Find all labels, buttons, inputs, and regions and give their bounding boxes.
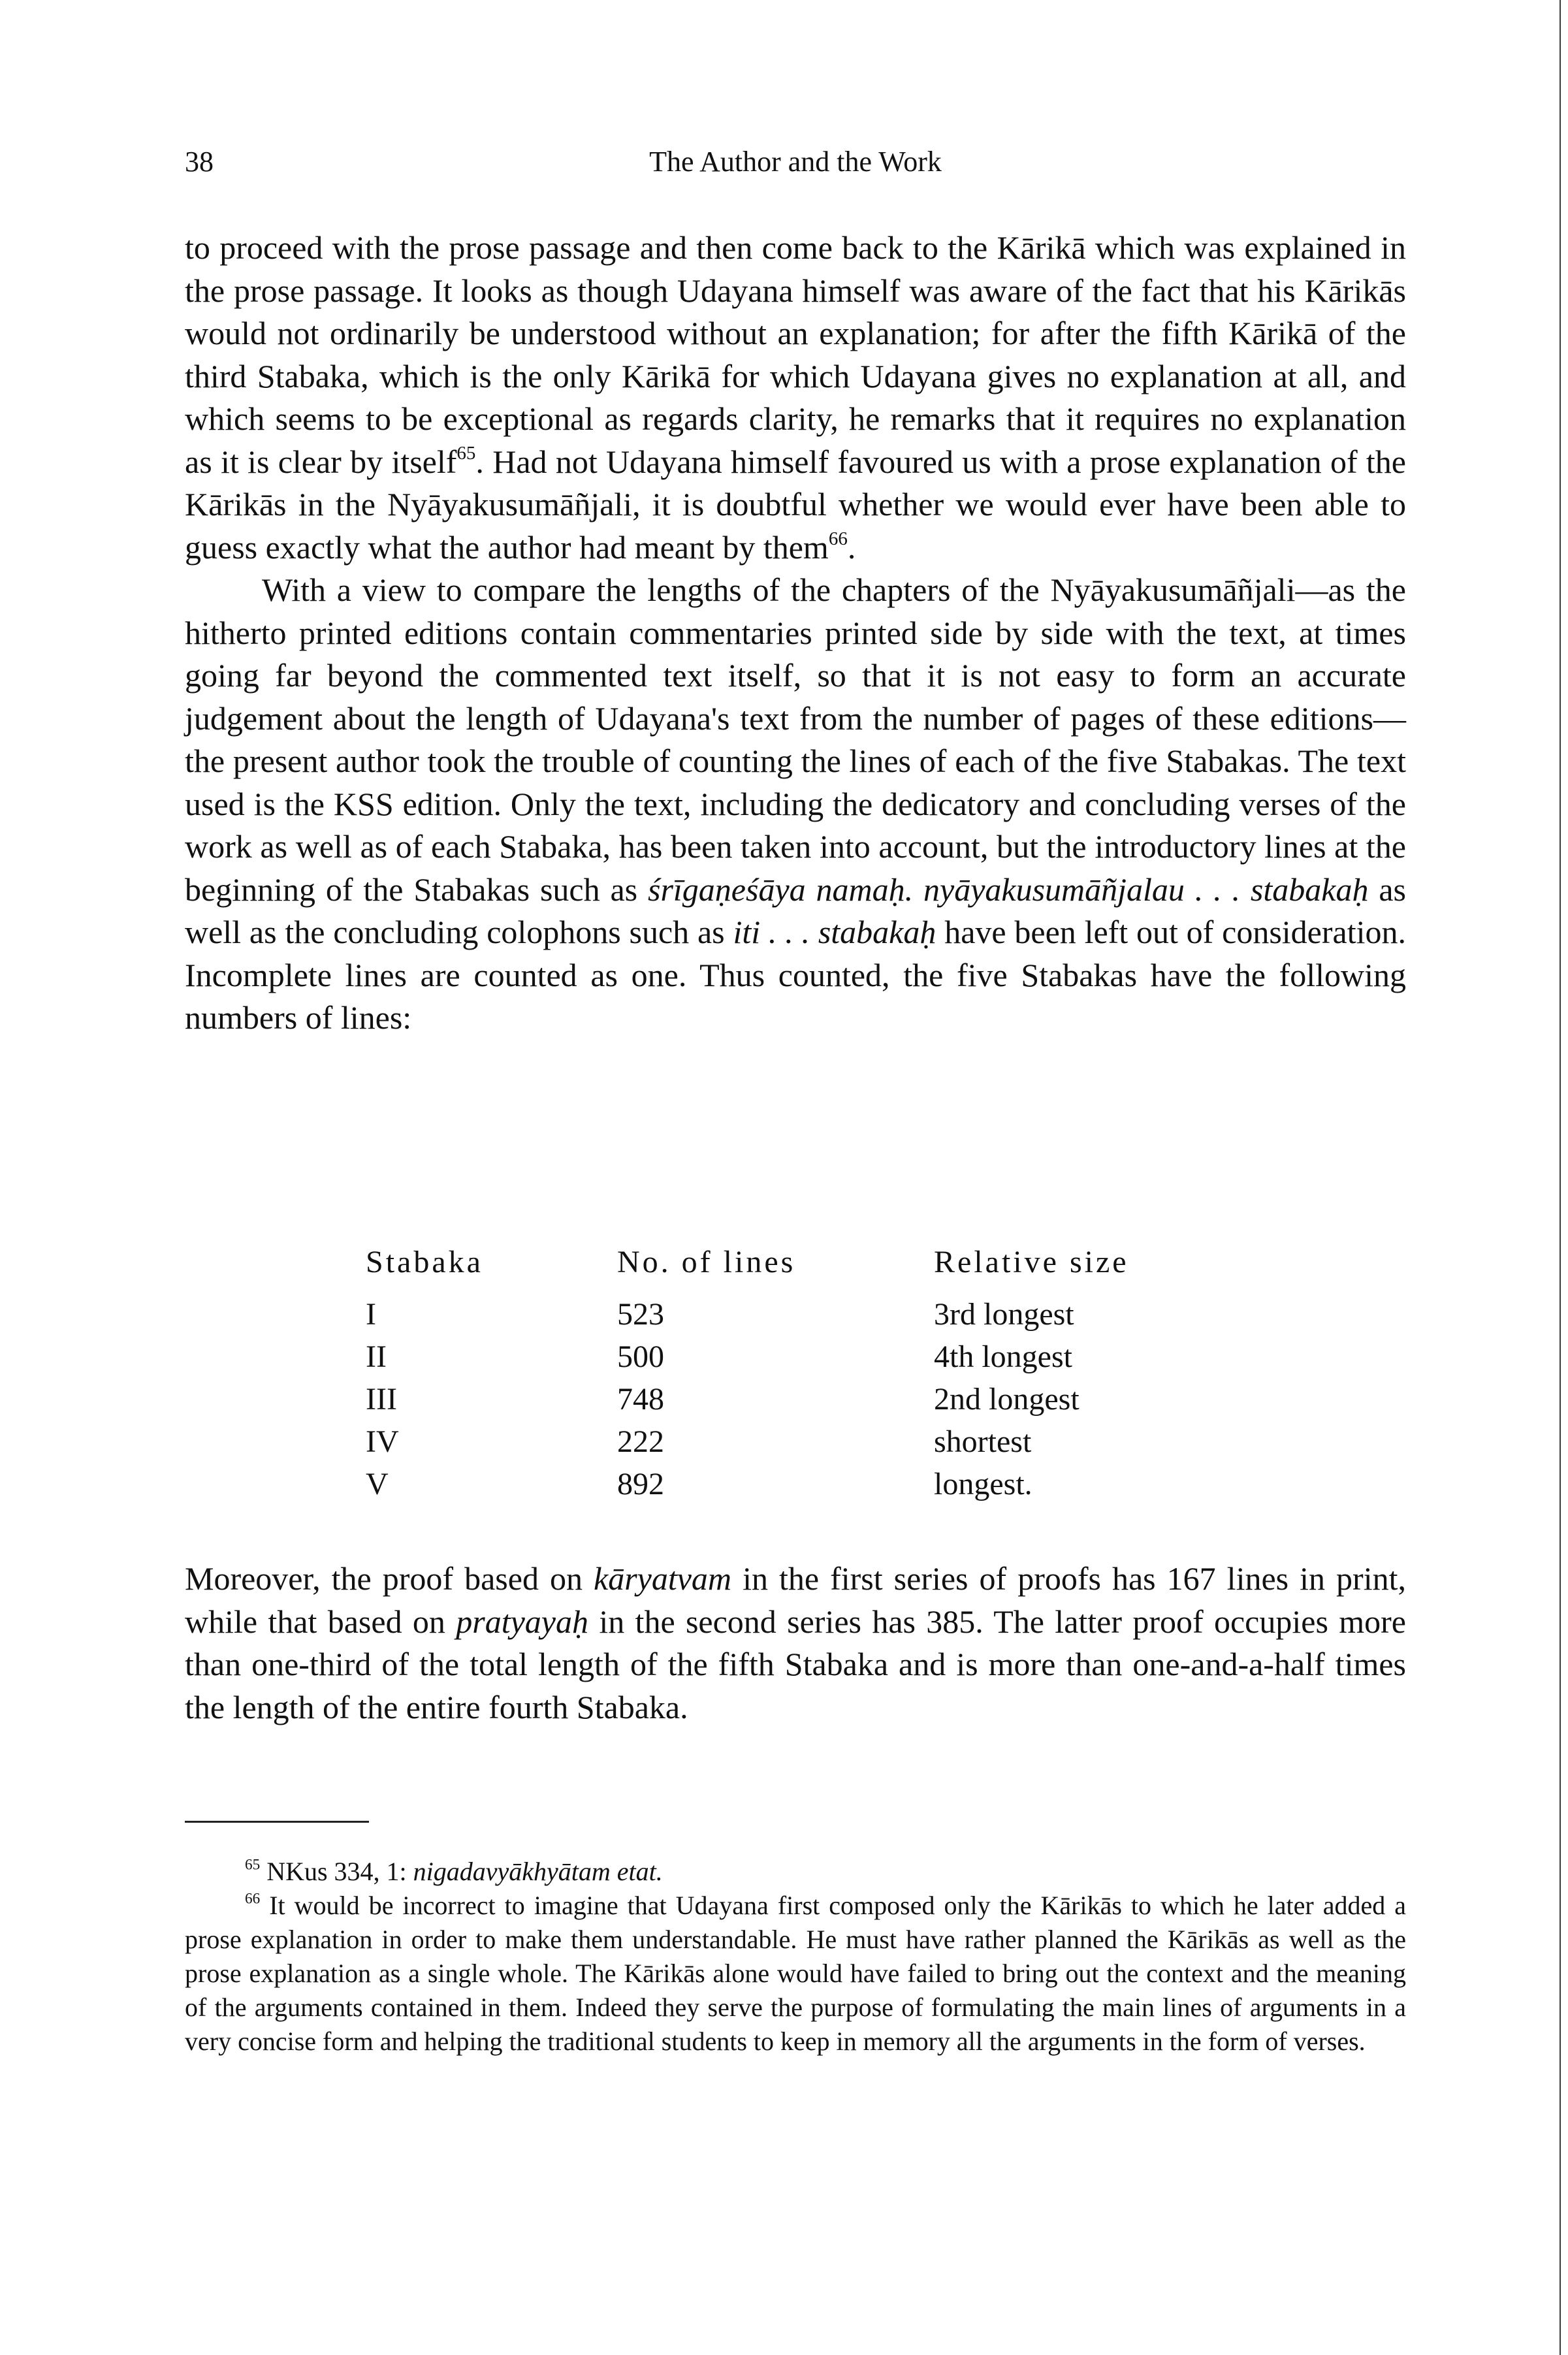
- running-title: The Author and the Work: [649, 146, 942, 178]
- cell-lines: 222: [617, 1424, 664, 1459]
- table-row: [366, 1296, 1280, 1339]
- cell-stabaka: IV: [366, 1424, 399, 1459]
- cell-stabaka: V: [366, 1467, 389, 1501]
- cell-size: longest.: [934, 1467, 1032, 1501]
- italic-term: śrīgaṇeśāya namaḥ. nyāyakusumāñjalau . . . stabakaḥ: [648, 871, 1369, 908]
- table-row: [366, 1381, 1280, 1424]
- header-relative-size: Relative size: [934, 1245, 1129, 1279]
- footnote-65: [185, 1855, 1406, 1889]
- paragraph-3: [185, 1558, 1406, 1729]
- cell-lines: 892: [617, 1467, 664, 1501]
- paragraph-2: [185, 569, 1406, 1040]
- footnote-number: 65: [245, 1856, 261, 1874]
- page-header: [185, 145, 1406, 184]
- text-run: .: [847, 528, 856, 566]
- footnote-number: 66: [245, 1890, 261, 1908]
- footnotes: [185, 1855, 1406, 2059]
- table-row: [366, 1339, 1280, 1381]
- footnote-text: It would be incorrect to imagine that Udayana first composed only the Kārikās to which he later added a prose explanation in order to make them understandable. He must have rather planned the Kārikās as well as the prose explanation as a single whole. The Kārikās alone would have failed to bring out the context and the meaning of the arguments contained in them. Indeed they serve the purpose of formulating the main lines of arguments in a very concise form and helping the traditional students to keep in memory all the arguments in the form of verses.: [185, 1891, 1406, 2056]
- paragraph-1: [185, 227, 1406, 569]
- cell-lines: 500: [617, 1339, 664, 1374]
- text-run: Moreover, the proof based on: [185, 1560, 594, 1597]
- footnote-rule: [185, 1821, 369, 1823]
- table-header-row: [366, 1244, 1280, 1296]
- footnote-text: NKus 334, 1:: [260, 1857, 413, 1886]
- cell-stabaka: I: [366, 1297, 376, 1332]
- italic-term: nigadavyākhyātam etat.: [413, 1857, 663, 1886]
- cell-size: 3rd longest: [934, 1297, 1074, 1332]
- text-run: to proceed with the prose passage and then come back to the Kārikā which was explained in the prose passage. It looks as though Udayana himself was aware of the fact that his Kārikās would not ordinarily be understood without an explanation; for after the fifth Kārikā of the third Stabaka, which is the only Kārikā for which Udayana gives no explanation at all, and which seems to be exceptional as regards clarity, he remarks that it requires no explanation as it is clear by itself: [185, 229, 1406, 480]
- text-run: have been left out of consideration. Incomplete lines are counted as one. Thus counted, the five Stabakas have the following numbers of lines:: [185, 914, 1406, 1036]
- text-run: . Had not Udayana himself favoured us with a prose explanation of the Kārikās in the Nyāyakusumāñjali, it is doubtful whether we would ever have been able to guess exactly what the author had meant by them: [185, 443, 1406, 566]
- italic-term: kāryatvam: [594, 1560, 732, 1597]
- header-stabaka: Stabaka: [366, 1245, 483, 1279]
- cell-stabaka: III: [366, 1382, 397, 1417]
- cell-size: 4th longest: [934, 1339, 1072, 1374]
- text-run: in the second series has 385. The latter proof occupies more than one-third of the total length of the fifth Stabaka and is more than one-and-a-half times the length of the entire fourth Stabaka.: [185, 1603, 1406, 1725]
- page-edge-line: [1560, 0, 1561, 2355]
- italic-term: iti . . . stabakaḥ: [733, 914, 936, 950]
- italic-term: pratyayaḥ: [456, 1603, 588, 1640]
- text-run: With a view to compare the lengths of the chapters of the Nyāyakusumāñjali—as the hitherto printed editions contain commentaries printed side by side with the text, at times going far beyond the commented text itself, so that it is not easy to form an accurate judgement about the length of Udayana's text from the number of pages of these editions—the present author took the trouble of counting the lines of each of the five Stabakas. The text used is the KSS edition. Only the text, including the dedicatory and concluding verses of the work as well as of each Stabaka, has been taken into account, but the introductory lines at the beginning of the Stabakas such as: [185, 571, 1406, 908]
- footnote-66: [185, 1889, 1406, 2059]
- text-run: as well as the concluding colophons such as: [185, 871, 1407, 950]
- text-run: in the first series of proofs has 167 lines in print, while that based on: [185, 1560, 1406, 1640]
- header-lines: No. of lines: [617, 1245, 796, 1279]
- table-row: [366, 1466, 1280, 1509]
- footnote-ref-65: 65: [456, 442, 476, 464]
- table-row: [366, 1424, 1280, 1466]
- cell-size: 2nd longest: [934, 1382, 1080, 1417]
- footnote-ref-66: 66: [828, 528, 848, 549]
- cell-stabaka: II: [366, 1339, 387, 1374]
- cell-lines: 523: [617, 1297, 664, 1332]
- cell-lines: 748: [617, 1382, 664, 1417]
- stabaka-table: [366, 1244, 1280, 1509]
- main-text: [185, 227, 1406, 1040]
- page-number: 38: [185, 146, 214, 178]
- cell-size: shortest: [934, 1424, 1032, 1459]
